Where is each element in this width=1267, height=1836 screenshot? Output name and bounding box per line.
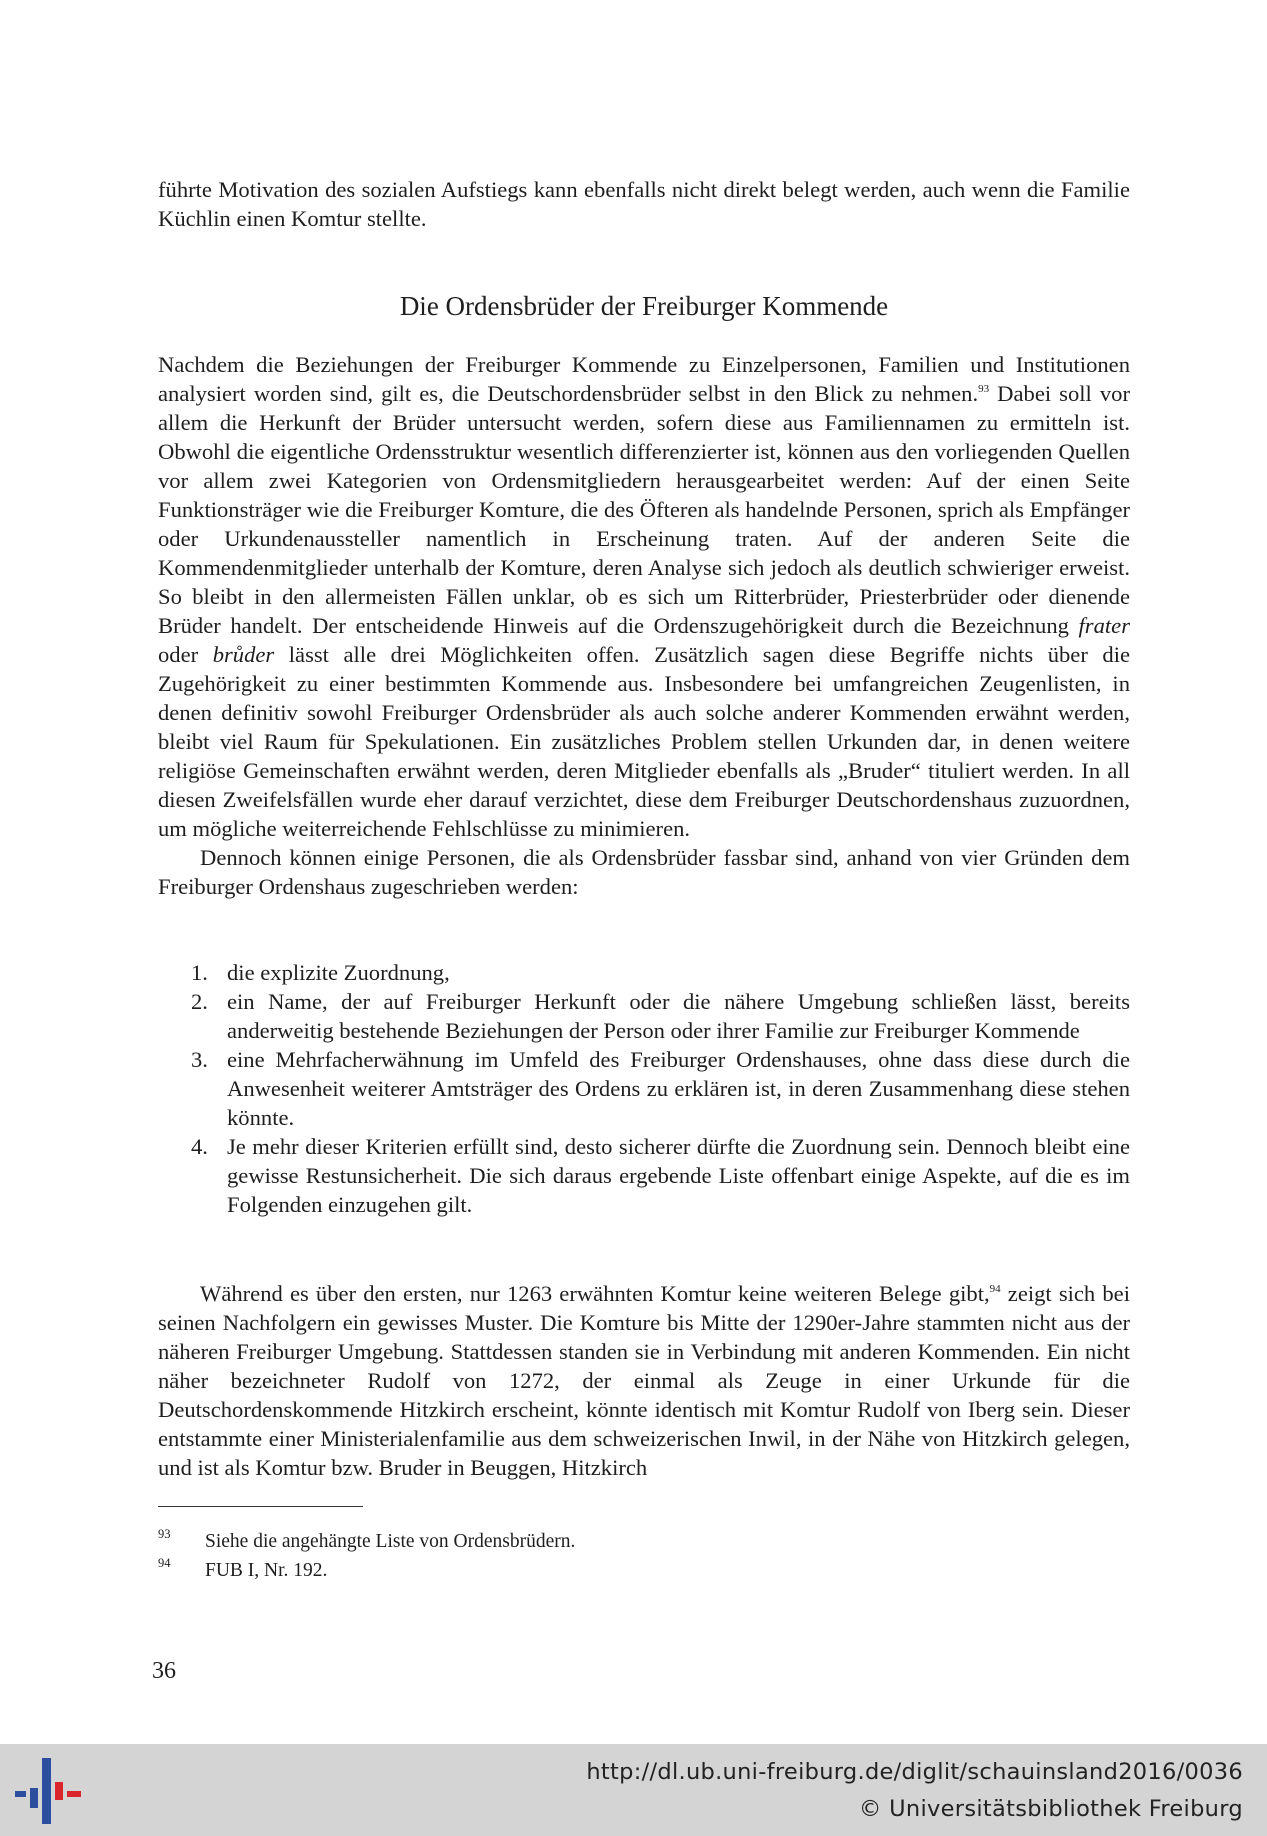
term-frater: frater	[1078, 613, 1130, 638]
copyright-notice: © Universitätsbibliothek Freiburg	[858, 1796, 1243, 1822]
list-item-text: eine Mehrfacherwähnung im Umfeld des Freiburger Ordenshauses, ohne dass diese durch die Anwesenheit weiterer Amtsträger des Ordens zu erklären ist, in deren Zusammenhang diese stehen könnte.	[227, 1047, 1130, 1130]
paragraph-1-text-d: lässt alle drei Möglichkeiten offen. Zusätzlich sagen diese Begriffe nichts über die Zugehörigkeit zu einer bestimmten Kommende aus. Insbesondere bei umfangreichen Zeugenlisten, in denen definitiv sowohl Freiburger Ordensbrüder als auch solche anderer Kommenden erwähnt werden, bleibt viel Raum für Spekulationen. Ein zusätzliches Problem stellen Urkunden dar, in denen weitere religiöse Gemeinschaften erwähnt werden, deren Mitglieder ebenfalls als „Bruder“ tituliert werden. In all diesen Zweifelsfällen wurde eher darauf verzichtet, diese dem Freiburger Deutschordenshaus zuzuordnen, um mögliche weiterreichende Fehlschlüsse zu minimieren.	[158, 642, 1130, 841]
footnote-text: FUB I, Nr. 192.	[205, 1560, 328, 1581]
intro-paragraph	[158, 175, 1130, 233]
university-library-logo-icon[interactable]	[15, 1758, 81, 1824]
criteria-list	[158, 958, 1130, 1219]
body-section-2	[158, 1279, 1130, 1482]
list-item	[158, 987, 1130, 1045]
list-item-text: die explizite Zuordnung,	[227, 960, 450, 985]
list-item-number: 2.	[191, 989, 208, 1014]
list-item-text: Je mehr dieser Kriterien erfüllt sind, desto sicherer dürfte die Zuordnung sein. Dennoch bleibt eine gewisse Restunsicherheit. Die sich daraus ergebende Liste offenbart einige Aspekte, auf die es im Folgenden einzugehen gilt.	[227, 1134, 1130, 1217]
footnote-ref-93[interactable]: 93	[978, 383, 990, 395]
footnote-ref-94[interactable]: 94	[989, 1283, 1001, 1295]
list-item-number: 4.	[191, 1134, 208, 1159]
paragraph-3-text-a: Während es über den ersten, nur 1263 erwähnten Komtur keine weiteren Belege gibt,	[200, 1281, 990, 1306]
list-item	[158, 1132, 1130, 1219]
body-section-1	[158, 350, 1130, 901]
page-number: 36	[152, 1658, 176, 1684]
paragraph-2: Dennoch können einige Personen, die als Ordensbrüder fassbar sind, anhand von vier Gründen dem Freiburger Ordenshaus zugeschrieben werden:	[158, 845, 1130, 899]
footnote-divider	[158, 1506, 363, 1507]
paragraph-1-text-c: oder	[158, 642, 213, 667]
footnote-number: 93	[158, 1527, 171, 1541]
footnote-94	[158, 1556, 1130, 1585]
footnotes	[158, 1527, 1130, 1585]
list-item	[158, 958, 1130, 987]
section-heading: Die Ordensbrüder der Freiburger Kommende	[399, 291, 889, 321]
term-bruder: brůder	[212, 642, 275, 667]
paragraph-1-text-a: Nachdem die Beziehungen der Freiburger Kommende zu Einzelpersonen, Familien und Institutionen analysiert worden sind, gilt es, die Deutschordensbrüder selbst in den Blick zu nehmen.	[158, 352, 1130, 406]
list-item	[158, 1045, 1130, 1132]
footnote-number: 94	[158, 1556, 171, 1570]
paragraph-3	[158, 1279, 1130, 1482]
intro-text: führte Motivation des sozialen Aufstiegs kann ebenfalls nicht direkt belegt werden, auch wenn die Familie Küchlin einen Komtur stellte.	[158, 177, 1130, 231]
list-item-number: 3.	[191, 1047, 208, 1072]
list-item-text: ein Name, der auf Freiburger Herkunft oder die nähere Umgebung schließen lässt, bereits anderweitig bestehende Beziehungen der Person oder ihrer Familie zur Freiburger Kommende	[227, 989, 1130, 1043]
permalink-url[interactable]: http://dl.ub.uni-freiburg.de/diglit/schauinsland2016/0036	[586, 1759, 1243, 1785]
viewer-footer-bar	[0, 1744, 1267, 1836]
footnote-text: Siehe die angehängte Liste von Ordensbrüdern.	[205, 1531, 576, 1552]
paragraph-1-text-b: Dabei soll vor allem die Herkunft der Brüder untersucht werden, sofern diese aus Familiennamen zu ermitteln ist. Obwohl die eigentliche Ordensstruktur wesentlich differenzierter ist, können aus den vorliegenden Quellen vor allem zwei Kategorien von Ordensmitgliedern herausgearbeitet werden: Auf der einen Seite Funktionsträger wie die Freiburger Komture, die des Öfteren als handelnde Personen, sprich als Empfänger oder Urkundenaussteller namentlich in Erscheinung traten. Auf der anderen Seite die Kommendenmitglieder unterhalb der Komture, deren Analyse sich jedoch als deutlich schwieriger erweist. So bleibt in den allermeisten Fällen unklar, ob es sich um Ritterbrüder, Priesterbrüder oder dienende Brüder handelt. Der entscheidende Hinweis auf die Ordenszugehörigkeit durch die Bezeichnung	[158, 381, 1131, 638]
footnote-93	[158, 1527, 1130, 1556]
paragraph-3-text-b: zeigt sich bei seinen Nachfolgern ein gewisses Muster. Die Komture bis Mitte der 1290er-Jahre stammten nicht aus der näheren Freiburger Umgebung. Stattdessen standen sie in Verbindung mit anderen Kommenden. Ein nicht näher bezeichneter Rudolf von 1272, der einmal als Zeuge in einer Urkunde für die Deutschordenskommende Hitzkirch erscheint, könnte identisch mit Komtur Rudolf von Iberg sein. Dieser entstammte einer Ministerialenfamilie aus dem schweizerischen Inwil, in der Nähe von Hitzkirch gelegen, und ist als Komtur bzw. Bruder in Beuggen, Hitzkirch	[158, 1281, 1130, 1480]
paragraph-1	[158, 350, 1130, 843]
list-item-number: 1.	[191, 960, 208, 985]
